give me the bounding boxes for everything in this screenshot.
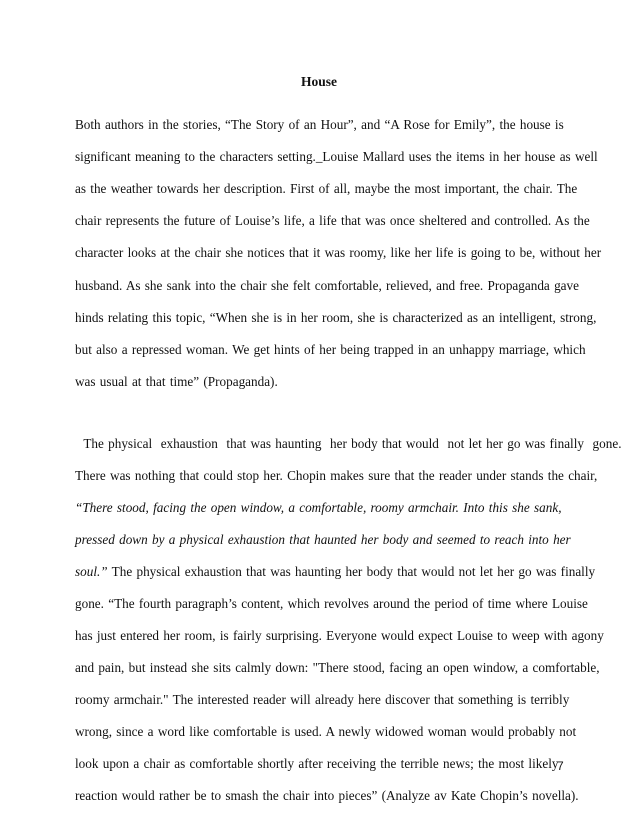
quote-line: “There stood, facing the open window, a comfortable, roomy armchair. Into this she sank,	[75, 500, 562, 515]
paragraph1-line: hinds relating this topic, “When she is in her room, she is characterized as an intelligent, strong,	[75, 310, 597, 325]
paragraph2-line: There was nothing that could stop her. Chopin makes sure that the reader under stands the chair,	[75, 468, 598, 483]
paragraph2-line: reaction would rather be to smash the chair into pieces” (Analyze av Kate Chopin’s novella).	[75, 788, 579, 803]
paragraph2-line	[75, 564, 596, 580]
paragraph2-line: has just entered her room, is fairly surprising. Everyone would expect Louise to weep with agony	[75, 628, 604, 643]
paragraph1-line: was usual at that time” (Propaganda).	[75, 374, 278, 389]
paragraph2-line: and pain, but instead she sits calmly down: "There stood, facing an open window, a comfortable,	[75, 660, 600, 675]
paragraph2-line: The physical exhaustion that was haunting her body that would not let her go was finally gone.	[75, 436, 622, 451]
paragraph2-line: wrong, since a word like comfortable is used. A newly widowed woman would probably not	[75, 724, 577, 739]
paragraph1-line: but also a repressed woman. We get hints of her being trapped in an unhappy marriage, which	[75, 342, 586, 357]
paragraph2-line: look upon a chair as comfortable shortly after receiving the terrible news; the most likely	[75, 756, 559, 771]
quote-line: pressed down by a physical exhaustion that haunted her body and seemed to reach into her	[75, 532, 571, 547]
paragraph2-line: gone. “The fourth paragraph’s content, which revolves around the period of time where Louise	[75, 596, 588, 611]
line-text: The physical exhaustion that was haunting her body that would not let her go was finally	[107, 564, 596, 579]
paragraph1-line: husband. As she sank into the chair she felt comfortable, relieved, and free. Propaganda gave	[75, 278, 579, 293]
paragraph1-line: as the weather towards her description. First of all, maybe the most important, the chair. The	[75, 181, 578, 196]
paragraph2-line: roomy armchair." The interested reader will already here discover that something is terribly	[75, 692, 570, 707]
paragraph1-line: significant meaning to the characters setting._Louise Mallard uses the items in her house as well	[75, 149, 598, 164]
quote-end: soul.”	[75, 564, 108, 579]
section-title: House	[300, 74, 337, 89]
paragraph1-line: chair represents the future of Louise’s life, a life that was once sheltered and controlled. As the	[75, 213, 590, 228]
page-number: 7	[557, 759, 564, 773]
paragraph1-line: character looks at the chair she notices that it was roomy, like her life is going to be, without her	[75, 245, 602, 260]
paragraph1-line: Both authors in the stories, “The Story of an Hour”, and “A Rose for Emily”, the house is	[75, 117, 564, 132]
